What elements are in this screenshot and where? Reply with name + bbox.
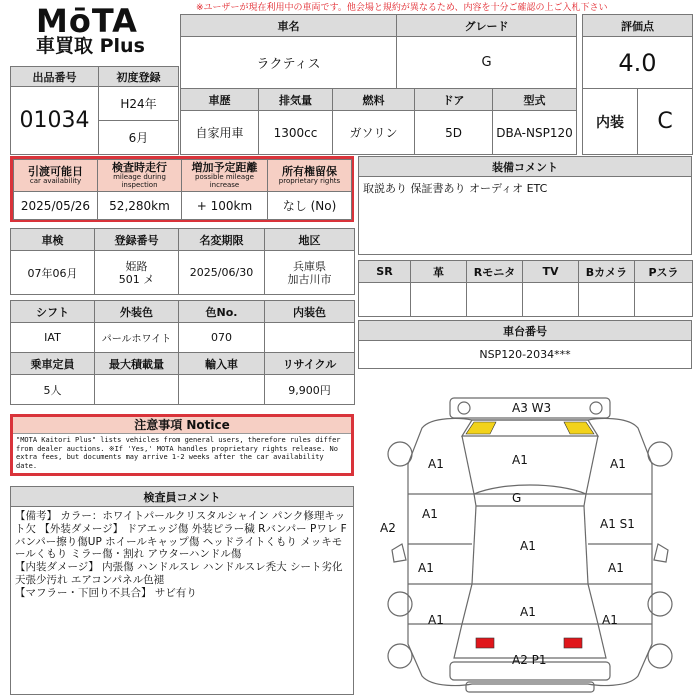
color-number-value: 070 — [179, 323, 265, 353]
first-registration-label: 初度登録 — [99, 67, 179, 87]
inspection-header: 車検 — [11, 229, 95, 251]
label-rear-top: A3 W3 — [512, 401, 552, 415]
label-rear-right-quarter: A1 — [610, 457, 626, 471]
history-header: 排気量 — [259, 89, 333, 111]
equipment-label: 装備コメント — [359, 157, 692, 177]
option-value — [411, 283, 467, 317]
inspection-header: 地区 — [265, 229, 355, 251]
chassis-label: 車台番号 — [359, 321, 692, 341]
history-header: 燃料 — [333, 89, 415, 111]
option-header-tv: TV — [523, 261, 579, 283]
inspector-table — [10, 486, 354, 695]
spec-header: 乗車定員 — [11, 353, 95, 375]
inspector-text: 【備考】 カラー：ホワイトパールクリスタルシャイン パンク修理キット欠 【外装ダメージ】 ドアエッジ傷 外装ピラー穢 Rバンパー Pワレ Fバンパー擦り傷UP ホイールキャップ傷 ヘッドライトくもり メッキモールくもり ミラー傷・割れ アウターハンドル傷 【内装ダメージ】 内張傷 ハンドルスレ ハンドルスレ秃大 シート劣化 天張少汚れ エアコンパネル色褪 【マフラー・下回り不具合】 サビ有り — [11, 507, 354, 695]
history-value: 自家用車 — [181, 111, 259, 155]
imported-value — [179, 375, 265, 405]
chassis-value: NSP120-2034*** — [359, 341, 692, 369]
inspection-header: 登録番号 — [95, 229, 179, 251]
history-value: ガソリン — [333, 111, 415, 155]
front-red-marks — [476, 638, 582, 648]
option-value — [579, 283, 635, 317]
transfer-table — [13, 159, 352, 220]
logo — [36, 2, 186, 62]
spec-header: 色No. — [179, 301, 265, 323]
history-header: 車歴 — [181, 89, 259, 111]
transfer-header-availability: 引渡可能日 car availability — [14, 160, 98, 192]
label-front-left: A1 — [428, 613, 444, 627]
option-header-rear-monitor: Rモニタ — [467, 261, 523, 283]
transfer-header-mileage: 検査時走行 mileage during inspection — [98, 160, 182, 192]
label-hood: A1 — [520, 605, 536, 619]
options-table — [358, 260, 693, 317]
label-front-bottom: A2 P1 — [512, 653, 547, 667]
district: 兵庫県 加古川市 — [265, 251, 355, 295]
mileage-increase: + 100km — [182, 192, 268, 220]
logo-brand: MōTA — [36, 2, 138, 40]
label-roof: G — [512, 491, 522, 505]
recycle-fee-value: 9,900円 — [265, 375, 355, 405]
spec-header: シフト — [11, 301, 95, 323]
option-header-leather: 革 — [411, 261, 467, 283]
history-value: 1300cc — [259, 111, 333, 155]
inspection-header: 名変期限 — [179, 229, 265, 251]
history-header: ドア — [415, 89, 493, 111]
score-value: 4.0 — [583, 37, 693, 89]
option-value — [523, 283, 579, 317]
label-rear-center: A1 — [512, 453, 528, 467]
capacity-value: 5人 — [11, 375, 95, 405]
car-name-value: ラクティス — [181, 37, 397, 89]
option-header-back-camera: Bカメラ — [579, 261, 635, 283]
availability-date: 2025/05/26 — [14, 192, 98, 220]
proprietary-rights: なし (No) — [268, 192, 352, 220]
inspection-value: 07年06月 — [11, 251, 95, 295]
transfer-header-increase: 増加予定距離 possible mileage increase — [182, 160, 268, 192]
shift-value: IAT — [11, 323, 95, 353]
history-table — [180, 88, 577, 155]
lot-table — [10, 66, 179, 155]
option-header-sr: SR — [359, 261, 411, 283]
interior-value: C — [638, 89, 693, 155]
history-value: DBA-NSP120 — [493, 111, 577, 155]
name-change-deadline: 2025/06/30 — [179, 251, 265, 295]
car-damage-diagram — [362, 394, 696, 696]
exterior-color-value: パールホワイト — [95, 323, 179, 353]
registration-month: 6月 — [99, 121, 179, 155]
registration-year: H24年 — [99, 87, 179, 121]
label-left-side: A2 — [380, 521, 396, 535]
logo-subtitle: 車買取 Plus — [36, 35, 145, 57]
max-load-value — [95, 375, 179, 405]
lot-number-value: 01034 — [11, 87, 99, 155]
inspection-mileage: 52,280km — [98, 192, 182, 220]
grade-label: グレード — [397, 15, 577, 37]
label-right-door-front: A1 — [608, 561, 624, 575]
spec-header: 内装色 — [265, 301, 355, 323]
interior-color-value — [265, 323, 355, 353]
history-header: 型式 — [493, 89, 577, 111]
label-center-body: A1 — [520, 539, 536, 553]
label-rear-left-quarter: A1 — [428, 457, 444, 471]
notice-title: 注意事項 Notice — [13, 417, 351, 434]
grade-value: G — [397, 37, 577, 89]
spec-header: 最大積載量 — [95, 353, 179, 375]
label-right-side: A1 S1 — [600, 517, 635, 531]
label-front-right: A1 — [602, 613, 618, 627]
spec-header: リサイクル — [265, 353, 355, 375]
label-left-door-rear: A1 — [422, 507, 438, 521]
spec-header: 外装色 — [95, 301, 179, 323]
equipment-text: 取説あり 保証書あり オーディオ ETC — [359, 177, 692, 255]
car-name-label: 車名 — [181, 15, 397, 37]
inspection-table — [10, 228, 355, 295]
interior-label: 内装 — [583, 89, 638, 155]
lot-number-label: 出品番号 — [11, 67, 99, 87]
notice-text: "MOTA Kaitori Plus" lists vehicles from general users, therefore rules differ from dealer auctions. ※If 'Yes,' MOTA handles proprietary rights release. No extra fees, but documents may arrive 1-2 weeks after the car availability date. — [16, 436, 341, 470]
transfer-header-rights: 所有権留保 proprietary rights — [268, 160, 352, 192]
history-value: 5D — [415, 111, 493, 155]
equipment-table — [358, 156, 692, 255]
inspector-title: 検査員コメント — [11, 487, 354, 507]
label-left-door-front: A1 — [418, 561, 434, 575]
option-value — [359, 283, 411, 317]
rear-yellow-marks — [466, 422, 594, 434]
spec-header: 輸入車 — [179, 353, 265, 375]
car-table — [180, 14, 577, 89]
score-label: 評価点 — [583, 15, 693, 37]
option-value — [635, 283, 693, 317]
chassis-table — [358, 320, 692, 369]
notice-box — [10, 414, 354, 476]
option-value — [467, 283, 523, 317]
specs-table — [10, 300, 355, 405]
notice-banner: ※ユーザーが現在利用中の車両です。他会場と規約が異なるため、内容を十分ご確認の上ご入札下さい — [196, 3, 608, 13]
option-header-power-slide: Pスラ — [635, 261, 693, 283]
plate-number: 姫路 501 メ — [95, 251, 179, 295]
score-table — [582, 14, 693, 155]
